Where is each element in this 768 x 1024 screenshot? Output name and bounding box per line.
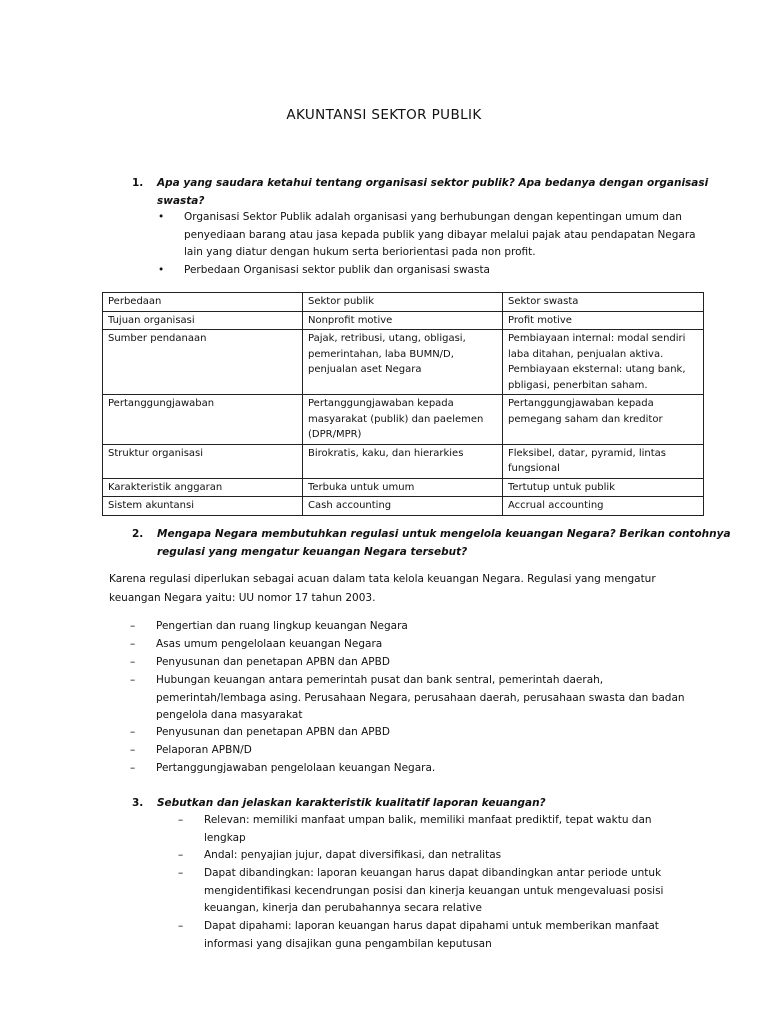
question-text-line-1: Apa yang saudara ketahui tentang organisasi sektor publik? Apa bedanya dengan organisasi: [157, 177, 709, 189]
table-header-cell: Perbedaan: [103, 293, 303, 312]
list-item-text-line-2: lengkap: [204, 831, 246, 844]
list-item-text: Andal: penyajian jujur, dapat diversifikasi, dan netralitas: [204, 849, 502, 861]
table-cell-label: Karakteristik anggaran: [103, 478, 303, 497]
cell-line: pemegang saham dan kreditor: [508, 413, 663, 425]
list-item: [130, 742, 730, 760]
dash-icon: –: [130, 620, 136, 632]
list-item: [130, 654, 730, 672]
list-item-text: Penyusunan dan penetapan APBN dan APBD: [156, 726, 390, 738]
table-cell: [503, 444, 704, 478]
table-cell: Terbuka untuk umum: [303, 478, 503, 497]
table-row: [103, 311, 704, 330]
cell-line: laba ditahan, penjualan aktiva.: [508, 348, 664, 360]
list-item: [178, 812, 718, 848]
question-1: [132, 174, 709, 210]
dash-icon: –: [178, 867, 184, 879]
table-cell: Tertutup untuk publik: [503, 478, 704, 497]
list-item-text-line-2: mengidentifikasi kecendrungan posisi dan kinerja keuangan untuk mengevaluasi posisi: [204, 884, 664, 897]
dash-icon: –: [130, 638, 136, 650]
table-cell-label: Sumber pendanaan: [103, 330, 303, 395]
list-item: [130, 760, 730, 778]
cell-line: masyarakat (publik) dan paelemen: [308, 413, 484, 425]
list-item: [130, 672, 730, 726]
list-item: [130, 636, 730, 654]
cell-line: Pertanggungjawaban kepada: [508, 398, 654, 409]
list-item-text: Asas umum pengelolaan keuangan Negara: [156, 638, 383, 650]
dash-icon: –: [178, 814, 184, 826]
list-item-text-line-1: Dapat dipahami: laporan keuangan harus dapat dipahami untuk memberikan manfaat: [204, 920, 659, 932]
cell-line: fungsional: [508, 463, 560, 474]
question-number: 3.: [132, 797, 144, 809]
list-item-text-line-1: Hubungan keuangan antara pemerintah pusat dan bank sentral, pemerintah daerah,: [156, 674, 604, 686]
table-header-row: [103, 293, 704, 312]
table-row: [103, 478, 704, 497]
cell-line: penjualan aset Negara: [308, 364, 422, 375]
table-cell: Accrual accounting: [503, 497, 704, 516]
list-item-text-line-1: Relevan: memiliki manfaat umpan balik, memiliki manfaat prediktif, tepat waktu dan: [204, 814, 652, 826]
table-cell-label: Tujuan organisasi: [103, 311, 303, 330]
cell-line: Pembiayaan internal: modal sendiri: [508, 333, 686, 344]
answer-paragraph: [109, 570, 709, 608]
question-number: 2.: [132, 528, 144, 540]
list-item: [178, 918, 718, 954]
table-cell: Profit motive: [503, 311, 704, 330]
table-header-cell: Sektor publik: [303, 293, 503, 312]
cell-line: pbligasi, penerbitan saham.: [508, 379, 648, 391]
table-cell-label: Sistem akuntansi: [103, 497, 303, 516]
table-cell: [503, 330, 704, 395]
table-row: [103, 444, 704, 478]
question-text-line-2: regulasi yang mengatur keuangan Negara tersebut?: [157, 546, 468, 558]
table-header-cell: Sektor swasta: [503, 293, 704, 312]
question-text: Sebutkan dan jelaskan karakteristik kualitatif laporan keuangan?: [157, 797, 546, 809]
list-item: [178, 847, 718, 865]
question-text-line-1: Mengapa Negara membutuhkan regulasi untuk mengelola keuangan Negara? Berikan contohnya: [157, 528, 731, 540]
bullet-text: Perbedaan Organisasi sektor publik dan organisasi swasta: [184, 264, 490, 276]
bullet-icon: •: [158, 264, 165, 276]
table-cell-label: Struktur organisasi: [103, 444, 303, 478]
answer-line-2: keuangan Negara yaitu: UU nomor 17 tahun 2003.: [109, 592, 376, 604]
list-item: [130, 618, 730, 636]
bullet-text-line-2: penyediaan barang atau jasa kepada publik yang dibayar melalui pajak atau pendapatan Negara: [184, 228, 696, 241]
list-item-text-line-2: pemerintah/lembaga asing. Perusahaan Negara, perusahaan daerah, perusahaan swasta dan badan: [156, 691, 685, 704]
list-item-text: Penyusunan dan penetapan APBN dan APBD: [156, 656, 390, 668]
question-number: 1.: [132, 177, 144, 189]
cell-line: Pajak, retribusi, utang, obligasi,: [308, 333, 466, 344]
cell-line: Fleksibel, datar, pyramid, lintas: [508, 447, 666, 459]
list-item-text-line-1: Dapat dibandingkan: laporan keuangan harus dapat dibandingkan antar periode untuk: [204, 867, 662, 879]
cell-line: Pertanggungjawaban kepada: [308, 398, 454, 409]
table-cell: Birokratis, kaku, dan hierarkies: [303, 444, 503, 478]
dash-icon: –: [130, 762, 136, 774]
dash-icon: –: [130, 744, 136, 756]
table-cell: [303, 395, 503, 445]
list-item-text: Pertanggungjawaban pengelolaan keuangan Negara.: [156, 762, 436, 774]
list-item-text: Pengertian dan ruang lingkup keuangan Negara: [156, 620, 408, 632]
list-item-text: Pelaporan APBN/D: [156, 744, 252, 756]
table-cell: Nonprofit motive: [303, 311, 503, 330]
bullet-text-line-1: Organisasi Sektor Publik adalah organisasi yang berhubungan dengan kepentingan umum dan: [184, 211, 682, 223]
page-title: AKUNTANSI SEKTOR PUBLIK: [286, 107, 482, 123]
question-text-line-2: swasta?: [157, 195, 205, 207]
table-cell: [503, 395, 704, 445]
dash-icon: –: [130, 726, 136, 738]
bullet-item: [158, 209, 718, 263]
list-item-text-line-3: keuangan, kinerja dan perubahannya secara relative: [204, 902, 482, 914]
table-cell: [303, 330, 503, 395]
dash-icon: –: [130, 674, 136, 686]
cell-line: (DPR/MPR): [308, 429, 362, 440]
bullet-icon: •: [158, 211, 165, 223]
list-item: [178, 865, 718, 919]
bullet-item: [158, 262, 718, 280]
dash-icon: –: [178, 920, 184, 932]
table-row: [103, 497, 704, 516]
list-item-text-line-3: pengelola dana masyarakat: [156, 709, 303, 721]
dash-icon: –: [178, 849, 184, 861]
answer-line-1: Karena regulasi diperlukan sebagai acuan dalam tata kelola keuangan Negara. Regulasi yang mengatur: [109, 573, 656, 585]
list-item: [130, 724, 730, 742]
question-2: [132, 525, 731, 561]
table-cell: Cash accounting: [303, 497, 503, 516]
question-3: [132, 794, 692, 812]
table-row: [103, 395, 704, 445]
bullet-text-line-3: lain yang diatur dengan hukum serta beriorientasi pada non profit.: [184, 246, 536, 258]
list-item-text-line-2: informasi yang disajikan guna pengambilan keputusan: [204, 937, 492, 950]
table-row: [103, 330, 704, 395]
dash-icon: –: [130, 656, 136, 668]
cell-line: pemerintahan, laba BUMN/D,: [308, 348, 454, 360]
comparison-table: [102, 292, 704, 516]
table-cell-label: Pertanggungjawaban: [103, 395, 303, 445]
cell-line: Pembiayaan eksternal: utang bank,: [508, 364, 686, 375]
